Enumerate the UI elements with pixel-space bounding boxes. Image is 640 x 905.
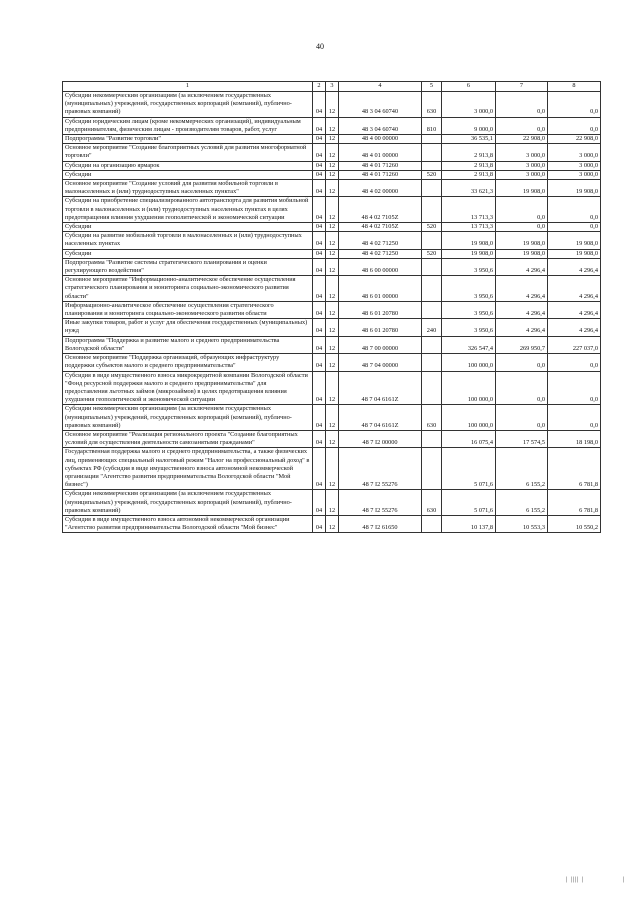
row-name: Иные закупки товаров, работ и услуг для обеспечения государственных (муниципальных) нужд <box>63 319 313 336</box>
row-amount-2023: 13 713,3 <box>442 197 496 223</box>
row-name: Субсидии юридическим лицам (кроме некоммерческих организаций), индивидуальным предпринимателям, физическим лицам - производителям товаров, работ, услуг <box>63 117 313 134</box>
row-amount-2024: 3 000,0 <box>496 170 548 179</box>
row-amount-2024: 4 296,4 <box>496 301 548 318</box>
row-amount-2023: 10 137,8 <box>442 515 496 532</box>
row-target-code: 48 6 01 00000 <box>339 276 422 302</box>
row-target-code: 48 7 04 00000 <box>339 354 422 371</box>
row-name: Субсидия в виде имущественного взноса автономной некоммерческой организации "Агентство развития предпринимательства Вологодской области "Мой бизнес" <box>63 515 313 532</box>
row-name: Субсидии <box>63 249 313 258</box>
row-expense-type: 520 <box>422 249 442 258</box>
row-expense-type: 520 <box>422 170 442 179</box>
row-amount-2025: 4 296,4 <box>548 319 601 336</box>
row-name: Основное мероприятие "Поддержка организаций, образующих инфраструктуру поддержки субъектов малого и среднего предпринимательства" <box>63 354 313 371</box>
row-section: 04 <box>313 135 326 144</box>
row-target-code: 48 4 01 71260 <box>339 161 422 170</box>
row-amount-2024: 22 908,0 <box>496 135 548 144</box>
row-name: Субсидии на организацию ярмарок <box>63 161 313 170</box>
row-subsection: 12 <box>326 161 339 170</box>
table-row <box>63 301 601 318</box>
table-row <box>63 354 601 371</box>
row-subsection: 12 <box>326 249 339 258</box>
row-amount-2024: 269 950,7 <box>496 336 548 353</box>
table-row <box>63 144 601 161</box>
row-amount-2023: 2 913,8 <box>442 144 496 161</box>
table-row <box>63 197 601 223</box>
row-amount-2025: 4 296,4 <box>548 301 601 318</box>
row-name: Основное мероприятие "Информационно-аналитическое обеспечение осуществления стратегического планирования и мониторинга социально-экономического развития области" <box>63 276 313 302</box>
row-name: Основное мероприятие "Создание условий для развития мобильной торговли в малонаселенных и (или) труднодоступных населенных пунктах" <box>63 180 313 197</box>
row-amount-2023: 3 950,6 <box>442 319 496 336</box>
row-expense-type: 630 <box>422 92 442 118</box>
row-amount-2024: 0,0 <box>496 92 548 118</box>
row-section: 04 <box>313 258 326 275</box>
row-section: 04 <box>313 180 326 197</box>
row-subsection: 12 <box>326 448 339 490</box>
row-target-code: 48 6 01 20780 <box>339 301 422 318</box>
table-row <box>63 336 601 353</box>
table-row <box>63 515 601 532</box>
row-amount-2024: 0,0 <box>496 371 548 405</box>
table-row <box>63 249 601 258</box>
footer-edge-mark: | <box>623 877 625 883</box>
row-expense-type <box>422 430 442 447</box>
row-name: Субсидии некоммерческим организациям (за исключением государственных (муниципальных) учреждений, государственных корпораций (компаний), публично-правовых компаний) <box>63 92 313 118</box>
column-header: 6 <box>442 82 496 92</box>
row-name: Основное мероприятие "Создание благоприятных условий для развития многоформатной торговли" <box>63 144 313 161</box>
row-subsection: 12 <box>326 276 339 302</box>
row-section: 04 <box>313 430 326 447</box>
table-row <box>63 258 601 275</box>
row-target-code: 48 6 00 00000 <box>339 258 422 275</box>
row-amount-2024: 17 574,5 <box>496 430 548 447</box>
row-amount-2024: 10 553,3 <box>496 515 548 532</box>
row-name: Субсидии некоммерческим организациям (за исключением государственных (муниципальных) учреждений, государственных корпораций (компаний), публично-правовых компаний) <box>63 490 313 516</box>
row-section: 04 <box>313 170 326 179</box>
row-amount-2025: 19 908,0 <box>548 180 601 197</box>
row-subsection: 12 <box>326 301 339 318</box>
table-row <box>63 319 601 336</box>
row-amount-2023: 19 908,0 <box>442 249 496 258</box>
row-target-code: 48 4 02 7105Z <box>339 223 422 232</box>
row-amount-2024: 3 000,0 <box>496 161 548 170</box>
row-amount-2024: 6 155,2 <box>496 448 548 490</box>
row-name: Подпрограмма "Развитие торговли" <box>63 135 313 144</box>
row-subsection: 12 <box>326 170 339 179</box>
row-amount-2024: 4 296,4 <box>496 319 548 336</box>
row-target-code: 48 7 I2 55276 <box>339 448 422 490</box>
row-target-code: 48 4 02 71250 <box>339 249 422 258</box>
row-amount-2025: 4 296,4 <box>548 276 601 302</box>
row-name: Информационно-аналитическое обеспечение осуществления стратегического планирования и мониторинга социально-экономического развития области <box>63 301 313 318</box>
row-target-code: 48 4 01 00000 <box>339 144 422 161</box>
row-name: Основное мероприятие "Реализация регионального проекта "Создание благоприятных условий для осуществления деятельности самозанятыми гражданами" <box>63 430 313 447</box>
row-target-code: 48 4 01 71260 <box>339 170 422 179</box>
row-name: Подпрограмма "Развитие системы стратегического планирования и оценки регулирующего воздействия" <box>63 258 313 275</box>
row-expense-type <box>422 258 442 275</box>
table-row <box>63 276 601 302</box>
table-row <box>63 223 601 232</box>
row-amount-2024: 6 155,2 <box>496 490 548 516</box>
table-row <box>63 170 601 179</box>
row-subsection: 12 <box>326 135 339 144</box>
row-amount-2024: 0,0 <box>496 405 548 431</box>
row-target-code: 48 4 02 71250 <box>339 232 422 249</box>
column-header: 2 <box>313 82 326 92</box>
row-amount-2024: 0,0 <box>496 197 548 223</box>
row-amount-2023: 36 535,1 <box>442 135 496 144</box>
row-expense-type: 810 <box>422 117 442 134</box>
row-subsection: 12 <box>326 258 339 275</box>
row-amount-2025: 0,0 <box>548 371 601 405</box>
page-number: 40 <box>316 42 324 51</box>
table-header-row <box>63 82 601 92</box>
row-subsection: 12 <box>326 144 339 161</box>
row-name: Субсидии на приобретение специализированного автотранспорта для развития мобильной торговли в малонаселенных и (или) труднодоступных населенных пунктах в целях предотвращения влияния ухудшения геополитической и экономической ситуации <box>63 197 313 223</box>
row-amount-2023: 3 950,6 <box>442 258 496 275</box>
row-section: 04 <box>313 336 326 353</box>
row-expense-type <box>422 144 442 161</box>
row-target-code: 48 3 04 60740 <box>339 117 422 134</box>
row-target-code: 48 4 00 00000 <box>339 135 422 144</box>
row-target-code: 48 7 04 6161Z <box>339 405 422 431</box>
row-amount-2023: 5 071,6 <box>442 490 496 516</box>
row-amount-2024: 0,0 <box>496 354 548 371</box>
row-amount-2025: 10 550,2 <box>548 515 601 532</box>
row-amount-2025: 0,0 <box>548 117 601 134</box>
row-subsection: 12 <box>326 319 339 336</box>
table-row <box>63 430 601 447</box>
row-amount-2025: 22 908,0 <box>548 135 601 144</box>
row-expense-type: 630 <box>422 490 442 516</box>
row-amount-2023: 100 000,0 <box>442 354 496 371</box>
table-row <box>63 448 601 490</box>
row-amount-2025: 3 000,0 <box>548 144 601 161</box>
row-amount-2024: 0,0 <box>496 117 548 134</box>
row-amount-2023: 9 000,0 <box>442 117 496 134</box>
row-section: 04 <box>313 490 326 516</box>
table-row <box>63 371 601 405</box>
row-amount-2024: 19 908,0 <box>496 249 548 258</box>
row-target-code: 48 6 01 20780 <box>339 319 422 336</box>
row-expense-type <box>422 161 442 170</box>
row-amount-2023: 2 913,8 <box>442 170 496 179</box>
column-header: 4 <box>339 82 422 92</box>
row-expense-type <box>422 336 442 353</box>
row-amount-2025: 18 198,0 <box>548 430 601 447</box>
row-target-code: 48 4 02 00000 <box>339 180 422 197</box>
row-section: 04 <box>313 197 326 223</box>
row-subsection: 12 <box>326 117 339 134</box>
row-amount-2024: 19 908,0 <box>496 232 548 249</box>
row-subsection: 12 <box>326 180 339 197</box>
row-section: 04 <box>313 276 326 302</box>
row-amount-2025: 0,0 <box>548 223 601 232</box>
row-amount-2025: 0,0 <box>548 354 601 371</box>
row-target-code: 48 7 I2 61650 <box>339 515 422 532</box>
row-amount-2025: 227 037,0 <box>548 336 601 353</box>
row-subsection: 12 <box>326 515 339 532</box>
row-amount-2024: 19 908,0 <box>496 180 548 197</box>
row-section: 04 <box>313 223 326 232</box>
row-expense-type <box>422 232 442 249</box>
row-expense-type <box>422 354 442 371</box>
row-name: Субсидии <box>63 223 313 232</box>
row-section: 04 <box>313 161 326 170</box>
row-expense-type <box>422 515 442 532</box>
column-header: 1 <box>63 82 313 92</box>
row-subsection: 12 <box>326 232 339 249</box>
row-amount-2024: 4 296,4 <box>496 276 548 302</box>
row-amount-2025: 0,0 <box>548 92 601 118</box>
row-amount-2023: 5 071,6 <box>442 448 496 490</box>
row-amount-2023: 19 908,0 <box>442 232 496 249</box>
row-expense-type <box>422 197 442 223</box>
row-amount-2024: 0,0 <box>496 223 548 232</box>
table-row <box>63 117 601 134</box>
row-amount-2023: 100 000,0 <box>442 371 496 405</box>
row-amount-2025: 0,0 <box>548 197 601 223</box>
row-amount-2025: 4 296,4 <box>548 258 601 275</box>
row-amount-2025: 6 781,8 <box>548 448 601 490</box>
table-row <box>63 232 601 249</box>
row-subsection: 12 <box>326 371 339 405</box>
table-row <box>63 490 601 516</box>
row-section: 04 <box>313 144 326 161</box>
row-subsection: 12 <box>326 405 339 431</box>
row-amount-2023: 3 000,0 <box>442 92 496 118</box>
row-subsection: 12 <box>326 490 339 516</box>
row-expense-type: 240 <box>422 319 442 336</box>
row-section: 04 <box>313 515 326 532</box>
row-amount-2023: 2 913,8 <box>442 161 496 170</box>
row-expense-type: 630 <box>422 405 442 431</box>
row-section: 04 <box>313 232 326 249</box>
row-subsection: 12 <box>326 430 339 447</box>
budget-table <box>62 81 601 533</box>
row-subsection: 12 <box>326 336 339 353</box>
row-section: 04 <box>313 405 326 431</box>
row-amount-2025: 3 000,0 <box>548 161 601 170</box>
row-target-code: 48 7 00 00000 <box>339 336 422 353</box>
column-header: 3 <box>326 82 339 92</box>
row-expense-type: 520 <box>422 223 442 232</box>
row-subsection: 12 <box>326 354 339 371</box>
row-amount-2023: 13 713,3 <box>442 223 496 232</box>
row-expense-type <box>422 301 442 318</box>
row-subsection: 12 <box>326 197 339 223</box>
table-row <box>63 135 601 144</box>
row-name: Подпрограмма "Поддержка и развитие малого и среднего предпринимательства Вологодской области" <box>63 336 313 353</box>
row-target-code: 48 4 02 7105Z <box>339 197 422 223</box>
row-amount-2025: 6 781,8 <box>548 490 601 516</box>
column-header: 5 <box>422 82 442 92</box>
row-expense-type <box>422 276 442 302</box>
row-name: Субсидии <box>63 170 313 179</box>
row-subsection: 12 <box>326 223 339 232</box>
row-amount-2023: 16 075,4 <box>442 430 496 447</box>
row-section: 04 <box>313 92 326 118</box>
column-header: 8 <box>548 82 601 92</box>
row-section: 04 <box>313 319 326 336</box>
row-amount-2023: 3 950,6 <box>442 301 496 318</box>
table-row <box>63 161 601 170</box>
row-target-code: 48 7 04 6161Z <box>339 371 422 405</box>
row-section: 04 <box>313 249 326 258</box>
row-section: 04 <box>313 301 326 318</box>
row-section: 04 <box>313 371 326 405</box>
row-name: Субсидия в виде имущественного взноса микрокредитной компании Вологодской области "Фонд ресурсной поддержки малого и среднего предпринимательства" для предоставления льготных займов (микрозаймов) в целях предотвращения влияния ухудшения геополитической и экономической ситуации <box>63 371 313 405</box>
table-row <box>63 405 601 431</box>
row-name: Субсидии некоммерческим организациям (за исключением государственных (муниципальных) учреждений, государственных корпораций (компаний), публично-правовых компаний) <box>63 405 313 431</box>
row-amount-2025: 3 000,0 <box>548 170 601 179</box>
row-expense-type <box>422 371 442 405</box>
row-amount-2023: 33 621,3 <box>442 180 496 197</box>
row-target-code: 48 3 04 60740 <box>339 92 422 118</box>
row-amount-2025: 19 908,0 <box>548 249 601 258</box>
footer-barcode-mark: | |||| | <box>566 877 585 883</box>
row-expense-type <box>422 448 442 490</box>
table-row <box>63 92 601 118</box>
row-target-code: 48 7 I2 55276 <box>339 490 422 516</box>
row-section: 04 <box>313 117 326 134</box>
row-amount-2024: 4 296,4 <box>496 258 548 275</box>
row-expense-type <box>422 180 442 197</box>
row-name: Государственная поддержка малого и среднего предпринимательства, а также физических лиц, применяющих специальный налоговый режим "Налог на профессиональный доход" в субъектах РФ (субсидия в виде имущественного взноса автономной некоммерческой организации "Агентство развития предпринимательства Вологодской области "Мой бизнес") <box>63 448 313 490</box>
row-amount-2023: 3 950,6 <box>442 276 496 302</box>
row-section: 04 <box>313 448 326 490</box>
row-amount-2023: 100 000,0 <box>442 405 496 431</box>
row-amount-2025: 19 908,0 <box>548 232 601 249</box>
row-amount-2024: 3 000,0 <box>496 144 548 161</box>
row-name: Субсидии на развитие мобильной торговли в малонаселенных и (или) труднодоступных населенных пунктах <box>63 232 313 249</box>
row-amount-2023: 326 547,4 <box>442 336 496 353</box>
row-expense-type <box>422 135 442 144</box>
row-subsection: 12 <box>326 92 339 118</box>
row-amount-2025: 0,0 <box>548 405 601 431</box>
row-section: 04 <box>313 354 326 371</box>
table-row <box>63 180 601 197</box>
row-target-code: 48 7 I2 00000 <box>339 430 422 447</box>
column-header: 7 <box>496 82 548 92</box>
